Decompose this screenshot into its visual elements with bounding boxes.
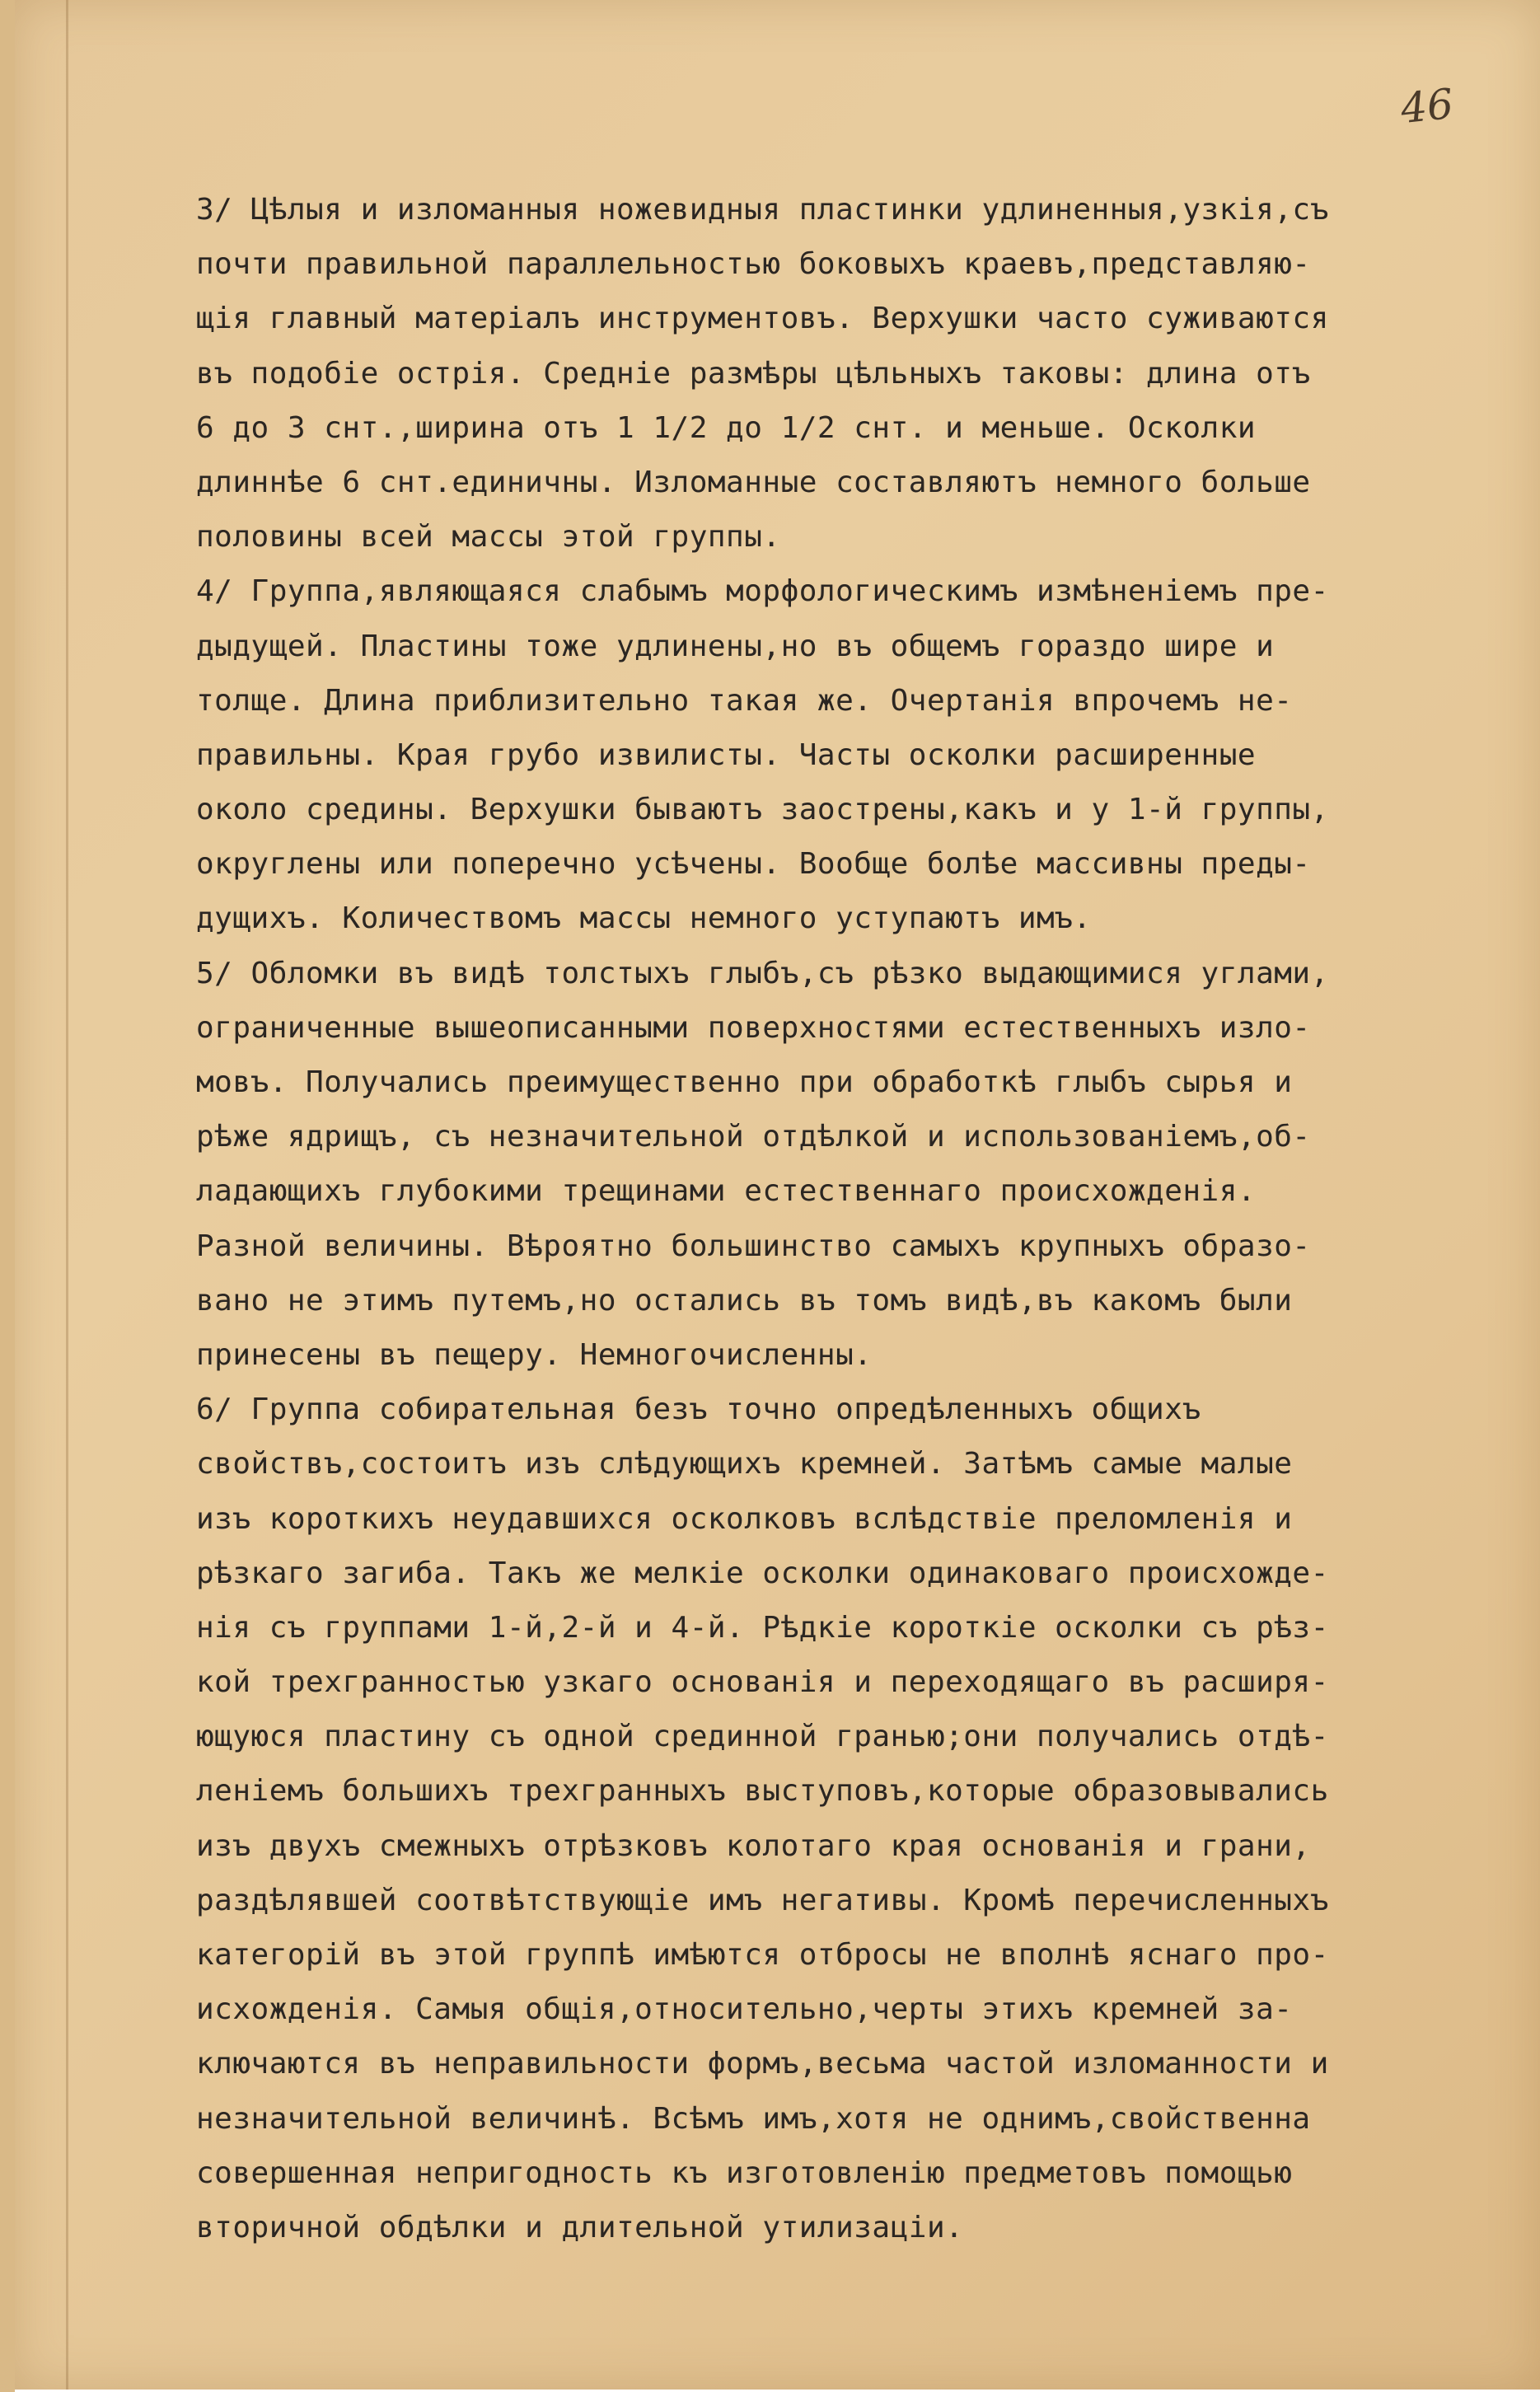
text-line: свойствъ,состоитъ изъ слѣдующихъ кремней. Затѣмъ самые малые <box>196 1447 1293 1482</box>
text-line: рѣже ядрищъ, съ незначительной отдѣлкой и использованіемъ,об- <box>196 1120 1311 1154</box>
text-line: ладающихъ глубокими трещинами естественнаго происхожденія. <box>196 1174 1257 1209</box>
text-line: толще. Длина приблизительно такая же. Очертанія впрочемъ не- <box>196 683 1293 718</box>
text-line: изъ двухъ смежныхъ отрѣзковъ колотаго края основанія и грани, <box>196 1828 1311 1863</box>
text-line: исхожденія. Самыя общія,относительно,черты этихъ кремней за- <box>196 1992 1293 2027</box>
text-line: почти правильной параллельностью боковыхъ краевъ,представляю- <box>196 247 1311 282</box>
text-line: въ подобіе острія. Средніе размѣры цѣльныхъ таковы: длина отъ <box>196 356 1311 391</box>
text-line: щія главный матеріалъ инструментовъ. Верхушки часто суживаются <box>196 302 1329 336</box>
text-line: ограниченные вышеописанными поверхностями естественныхъ изло- <box>196 1010 1311 1045</box>
text-line: леніемъ большихъ трехгранныхъ выступовъ,которые образовывались <box>196 1774 1329 1809</box>
text-line: длиннѣе 6 снт.единичны. Изломанные составляютъ немного больше <box>196 465 1311 499</box>
text-line: рѣзкаго загиба. Такъ же мелкіе осколки одинаковаго происхожде- <box>196 1556 1329 1590</box>
text-line: кой трехгранностью узкаго основанія и переходящаго въ расширя- <box>196 1665 1329 1700</box>
text-line: около средины. Верхушки бываютъ заострены,какъ и у 1-й группы, <box>196 793 1329 827</box>
text-line: изъ короткихъ неудавшихся осколковъ вслѣдствіе преломленія и <box>196 1501 1293 1536</box>
text-line: раздѣлявшей соотвѣтствующіе имъ негативы. Кромѣ перечисленныхъ <box>196 1883 1329 1917</box>
text-line: незначительной величинѣ. Всѣмъ имъ,хотя не однимъ,свойственна <box>196 2101 1311 2136</box>
text-line: дущихъ. Количествомъ массы немного уступаютъ имъ. <box>196 901 1092 936</box>
text-line: ющуюся пластину съ одной срединной гранью;они получались отдѣ- <box>196 1720 1329 1754</box>
typewritten-text <box>196 183 1481 2255</box>
text-line: совершенная непригодность къ изготовленію предметовъ помощью <box>196 2156 1293 2190</box>
text-line: 6/ Группа собирательная безъ точно опредѣленныхъ общихъ <box>196 1393 1201 1427</box>
text-line: половины всей массы этой группы. <box>196 520 781 555</box>
text-line: вторичной обдѣлки и длительной утилизаціи. <box>196 2210 964 2245</box>
text-line: 4/ Группа,являющаяся слабымъ морфологическимъ измѣненіемъ пре- <box>196 574 1329 609</box>
page-fold-line <box>66 0 68 2390</box>
text-line: нія съ группами 1-й,2-й и 4-й. Рѣдкіе короткіе осколки съ рѣз- <box>196 1610 1329 1645</box>
text-line: ключаются въ неправильности формъ,весьма частой изломанности и <box>196 2047 1329 2081</box>
text-line: категорій въ этой группѣ имѣются отбросы не вполнѣ яснаго про- <box>196 1938 1329 1972</box>
text-line: правильны. Края грубо извилисты. Часты осколки расширенные <box>196 737 1257 772</box>
text-line: Разной величины. Вѣроятно большинство самыхъ крупныхъ образо- <box>196 1229 1311 1263</box>
text-line: принесены въ пещеру. Немногочисленны. <box>196 1337 873 1372</box>
text-line: 5/ Обломки въ видѣ толстыхъ глыбъ,съ рѣзко выдающимися углами, <box>196 956 1329 990</box>
text-line: вано не этимъ путемъ,но остались въ томъ видѣ,въ какомъ были <box>196 1283 1293 1318</box>
text-line: дыдущей. Пластины тоже удлинены,но въ общемъ гораздо шире и <box>196 629 1275 663</box>
text-line: 3/ Цѣлыя и изломанныя ножевидныя пластинки удлиненныя,узкія,съ <box>196 193 1329 227</box>
text-line: округлены или поперечно усѣчены. Вообще болѣе массивны преды- <box>196 847 1311 882</box>
text-line: 6 до 3 снт.,ширина отъ 1 1/2 до 1/2 снт. и меньше. Осколки <box>196 410 1257 445</box>
text-line: мовъ. Получались преимущественно при обработкѣ глыбъ сырья и <box>196 1065 1293 1099</box>
folio-number: 46 <box>1398 79 1456 133</box>
page-edge <box>0 0 15 2392</box>
